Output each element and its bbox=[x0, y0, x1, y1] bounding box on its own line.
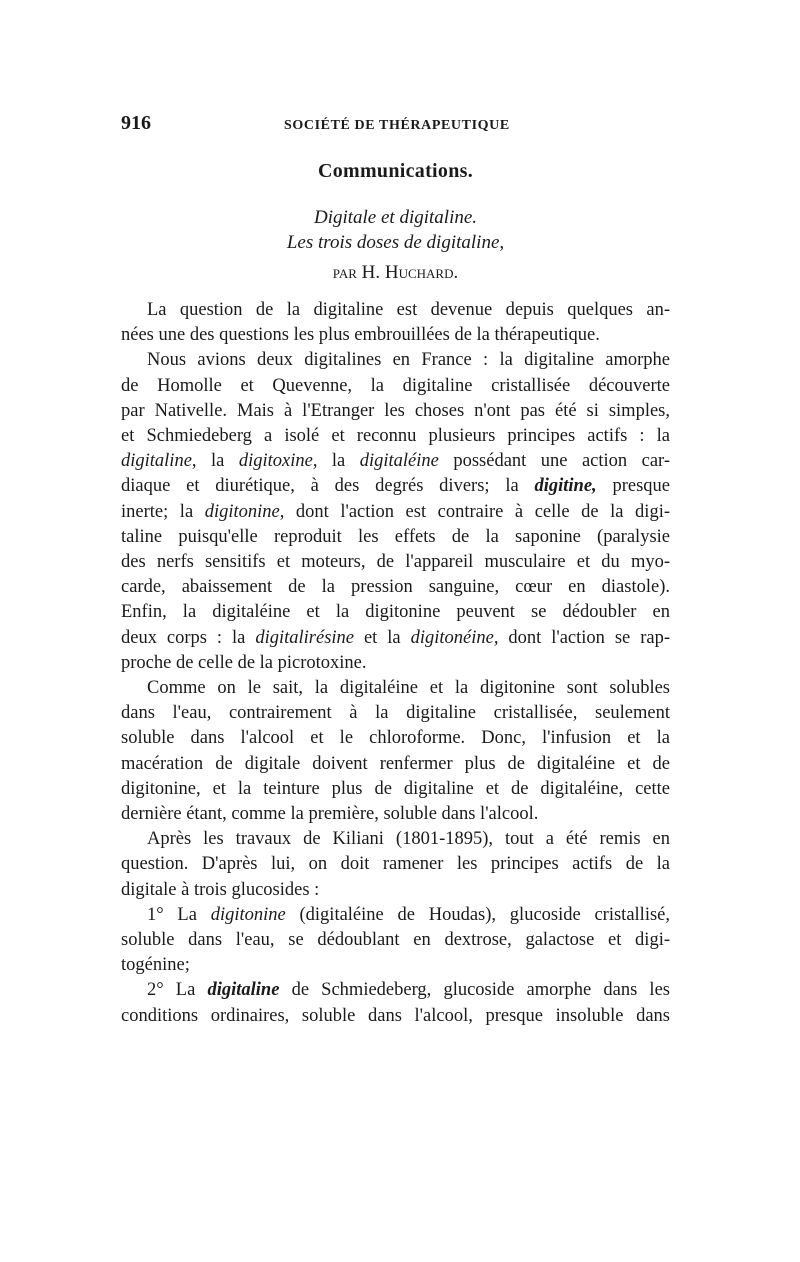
paragraph bbox=[121, 676, 670, 827]
term-italic: digitaline bbox=[121, 451, 192, 472]
text-line: soluble dans l'alcool et le chloroforme. Donc, l'infusion et la bbox=[121, 728, 670, 749]
article-byline: par H. Huchard. bbox=[332, 262, 459, 283]
article-subtitle-line: Les trois doses de digitaline, bbox=[286, 232, 505, 253]
running-title: SOCIÉTÉ DE THÉRAPEUTIQUE bbox=[284, 118, 510, 133]
section-title: Communications. bbox=[317, 160, 474, 182]
text-line: nées une des questions les plus embrouillées de la thérapeutique. bbox=[121, 325, 600, 346]
article-body bbox=[121, 298, 670, 1029]
text-line: digitale à trois glucosides : bbox=[121, 879, 320, 900]
term-italic: digitine, bbox=[534, 476, 597, 497]
text-line: soluble dans l'eau, se dédoublant en dextrose, galactose et digi- bbox=[121, 930, 670, 951]
text-line: question. D'après lui, on doit ramener les principes actifs de la bbox=[121, 854, 670, 875]
text-line: Enfin, la digitaléine et la digitonine peuvent se dédoubler en bbox=[121, 602, 670, 623]
text-line: Après les travaux de Kiliani (1801-1895), tout a été remis en bbox=[147, 829, 670, 850]
article-title bbox=[121, 205, 670, 255]
running-head bbox=[121, 108, 670, 138]
term-italic: digitaline bbox=[207, 980, 280, 1001]
term-italic: digitonine bbox=[204, 501, 280, 522]
paragraph bbox=[121, 298, 670, 348]
term-italic: digitoxine bbox=[238, 451, 313, 472]
text-line: carde, abaissement de la pression sanguine, cœur en diastole). bbox=[121, 577, 670, 598]
text-line: dans l'eau, contrairement à la digitaline cristallisée, seulement bbox=[121, 703, 670, 724]
text-line: taline puisqu'elle reproduit les effets de la saponine (paralysie bbox=[121, 526, 670, 547]
text-line: dernière étant, comme la première, soluble dans l'alcool. bbox=[121, 804, 539, 825]
text-line: Comme on le sait, la digitaléine et la digitonine sont solubles bbox=[147, 678, 670, 699]
text-line: digitaline, la digitoxine, la digitaléine possédant une action car- bbox=[121, 451, 670, 472]
text-line: par Nativelle. Mais à l'Etranger les choses n'ont pas été si simples, bbox=[121, 400, 670, 421]
text-line: et Schmiedeberg a isolé et reconnu plusieurs principes actifs : la bbox=[121, 426, 670, 447]
page-number: 916 bbox=[121, 112, 151, 134]
text-line: deux corps : la digitalirésine et la digitonéine, dont l'action se rap- bbox=[121, 627, 671, 648]
paragraph bbox=[121, 978, 670, 1028]
paragraph bbox=[121, 827, 670, 903]
term-italic: digitaléine bbox=[359, 451, 439, 472]
text-line: de Homolle et Quevenne, la digitaline cristallisée découverte bbox=[121, 375, 670, 396]
paragraph bbox=[121, 903, 670, 979]
article-title-line: Digitale et digitaline. bbox=[313, 207, 478, 228]
text-line: 2° La digitaline de Schmiedeberg, glucoside amorphe dans les bbox=[147, 980, 670, 1001]
text-line: diaque et diurétique, à des degrés divers; la digitine, presque bbox=[121, 476, 670, 497]
text-line: conditions ordinaires, soluble dans l'alcool, presque insoluble dans bbox=[121, 1005, 670, 1026]
text-line: proche de celle de la picrotoxine. bbox=[121, 652, 367, 673]
term-italic: digitonine bbox=[210, 904, 286, 925]
text-line: inerte; la digitonine, dont l'action est contraire à celle de la digi- bbox=[121, 501, 670, 522]
term-italic: digitalirésine bbox=[255, 627, 355, 648]
page bbox=[121, 108, 670, 1029]
term-italic: digitonéine bbox=[410, 627, 494, 648]
text-line: macération de digitale doivent renfermer plus de digitaléine et de bbox=[121, 753, 670, 774]
text-line: 1° La digitonine (digitaléine de Houdas), glucoside cristallisé, bbox=[147, 904, 670, 925]
text-line: digitonine, et la teinture plus de digitaline et de digitaléine, cette bbox=[121, 778, 670, 799]
text-line: La question de la digitaline est devenue depuis quelques an- bbox=[147, 300, 670, 320]
paragraph bbox=[121, 348, 670, 676]
text-line: Nous avions deux digitalines en France : la digitaline amorphe bbox=[147, 350, 670, 371]
text-line: des nerfs sensitifs et moteurs, de l'appareil musculaire et du myo- bbox=[121, 552, 670, 573]
text-line: togénine; bbox=[121, 955, 190, 976]
